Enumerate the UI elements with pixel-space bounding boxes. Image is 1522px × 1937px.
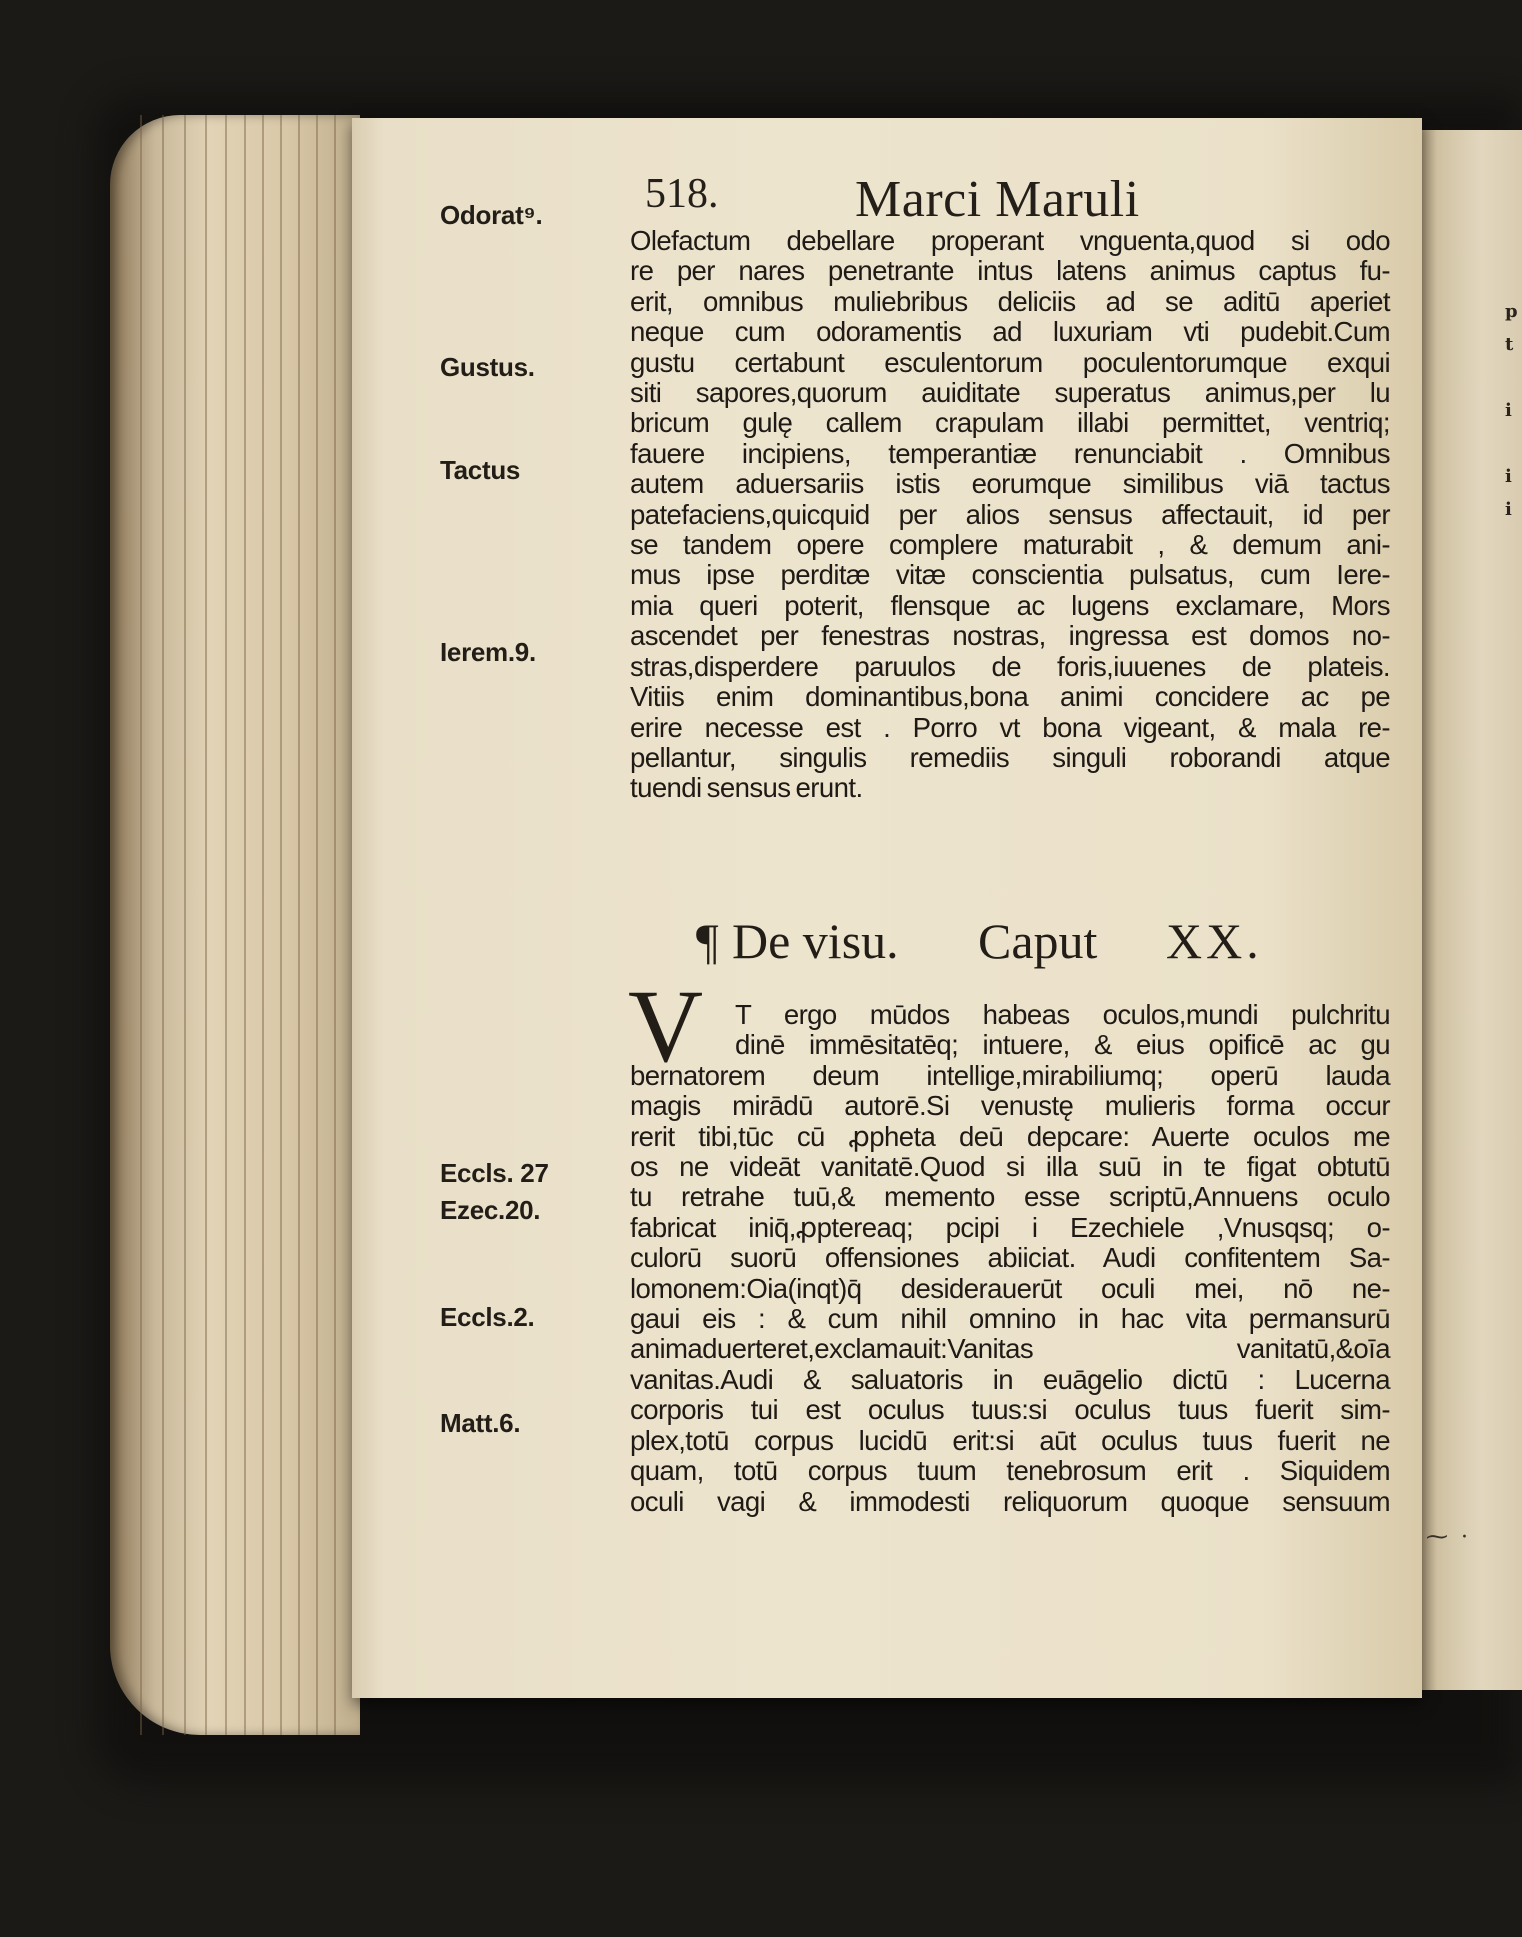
edge-line <box>162 115 164 1735</box>
body-text-section-2 <box>630 1000 1390 1517</box>
edge-line <box>262 115 264 1735</box>
edge-line <box>334 115 336 1735</box>
text-line: bricum gulę callem crapulam illabi permittet, ventriq; <box>630 407 1390 439</box>
margin-note: Ierem.9. <box>440 637 536 667</box>
text-line: T ergo mūdos habeas oculos,mundi pulchritu <box>735 999 1390 1030</box>
text-line: corporis tui est oculus tuus:si oculus tuus fuerit sim- <box>630 1394 1390 1426</box>
edge-line <box>298 115 300 1735</box>
text-line: dinē immēsitatēq; intuere, & eius opificē ac gu <box>735 1029 1390 1061</box>
text-line: tu retrahe tuū,& memento esse scriptū,Annuens oculo <box>630 1181 1390 1213</box>
edge-line <box>244 115 246 1735</box>
text-line: tuendi sensus erunt. <box>630 772 863 804</box>
edge-line <box>316 115 318 1735</box>
chapter-subject: De visu. <box>732 913 899 969</box>
chapter-heading <box>696 912 1336 972</box>
edge-line <box>184 115 186 1735</box>
text-line: quam, totū corpus tuum tenebrosum erit . Siquidem <box>630 1455 1390 1487</box>
page-number: 518. <box>645 171 719 217</box>
text-line: gustu certabunt esculentorum poculentorumque exqui <box>630 346 1390 378</box>
text-line: erit, omnibus muliebribus deliciis ad se aditū aperiet <box>630 285 1390 317</box>
text-line: ascendet per fenestras nostras, ingressa est domos no- <box>630 620 1390 652</box>
text-line: plex,totū corpus lucidū erit:si aūt oculus tuus fuerit ne <box>630 1424 1390 1456</box>
text-line: fabricat iniq̄,ꝓptereaq; pcipi i Ezechiele ,Vnusqsq; o- <box>630 1211 1390 1243</box>
text-line: neque cum odoramentis ad luxuriam vti pudebit.Cum <box>630 316 1390 348</box>
text-line: Vitiis enim dominantibus,bona animi concidere ac pe <box>630 681 1390 713</box>
text-line: erire necesse est . Porro vt bona vigeant, & mala re- <box>630 711 1390 743</box>
edge-line <box>225 115 227 1735</box>
text-line: gaui eis : & cum nihil omnino in hac vita permansurū <box>630 1303 1390 1335</box>
page-edges <box>110 115 360 1735</box>
edge-line <box>280 115 282 1735</box>
body-text-section-1 <box>630 226 1390 804</box>
drop-cap-initial: V <box>628 969 704 1084</box>
margin-note: Ezec.20. <box>440 1195 541 1225</box>
edge-line <box>205 115 207 1735</box>
text-line: patefaciens,quicquid per alios sensus affectauit, id per <box>630 498 1390 530</box>
margin-note: Odorat⁹. <box>440 200 543 230</box>
margin-note: Matt.6. <box>440 1408 521 1438</box>
text-line: os ne videāt vanitatē.Quod si illa suū in te figat obtutū <box>630 1151 1390 1183</box>
text-line: lomonem:Oia(inqt)q̄ desiderauerūt oculi mei, nō ne- <box>630 1272 1390 1304</box>
gutter-marks: ⁓ · <box>1426 1525 1471 1550</box>
text-line: Olefactum debellare properant vnguenta,quod si odo <box>630 225 1390 256</box>
text-line: pellantur, singulis remediis singuli roborandi atque <box>630 741 1390 773</box>
text-line: rerit tibi,tūc cū ꝓpheta deū depcare: Auerte oculos me <box>630 1120 1390 1152</box>
pilcrow-mark: ¶ <box>696 913 719 969</box>
running-title: Marci Maruli <box>855 171 1140 228</box>
margin-note: Eccls.2. <box>440 1302 535 1332</box>
text-line: culorū suorū offensiones abiiciat. Audi confitentem Sa- <box>630 1242 1390 1274</box>
text-line: se tandem opere complere maturabit , & demum ani- <box>630 529 1390 561</box>
text-line: magis mirādū autorē.Si venustę mulieris forma occur <box>630 1090 1390 1122</box>
text-line: autem aduersariis istis eorumque similibus viā tactus <box>630 468 1390 500</box>
text-line: re per nares penetrante intus latens animus captus fu- <box>630 255 1390 287</box>
text-line: stras,disperdere paruulos de foris,iuuenes de plateis. <box>630 650 1390 682</box>
facing-page-fragments: p t i i i <box>1505 301 1518 520</box>
edge-line <box>140 115 142 1735</box>
chapter-number: XX. <box>1166 913 1263 969</box>
text-line: fauere incipiens, temperantiæ renunciabit . Omnibus <box>630 437 1390 469</box>
text-line: oculi vagi & immodesti reliquorum quoque sensuum <box>630 1485 1390 1517</box>
chapter-word: Caput <box>978 913 1098 969</box>
text-line: bernatorem deum intellige,mirabiliumq; operū lauda <box>630 1059 1390 1091</box>
text-line: siti sapores,quorum auiditate superatus animus,per lu <box>630 377 1390 409</box>
margin-note: Eccls. 27 <box>440 1158 549 1188</box>
text-line: mia queri poterit, flensque ac lugens exclamare, Mors <box>630 589 1390 621</box>
text-line: mus ipse perditæ vitæ conscientia pulsatus, cum Iere- <box>630 559 1390 591</box>
margin-note: Gustus. <box>440 352 535 382</box>
margin-note: Tactus <box>440 455 521 485</box>
text-line: animaduerteret,exclamauit:Vanitas vanitatū,&oīa <box>630 1333 1390 1365</box>
text-line: vanitas.Audi & saluatoris in euāgelio dictū : Lucerna <box>630 1363 1390 1395</box>
